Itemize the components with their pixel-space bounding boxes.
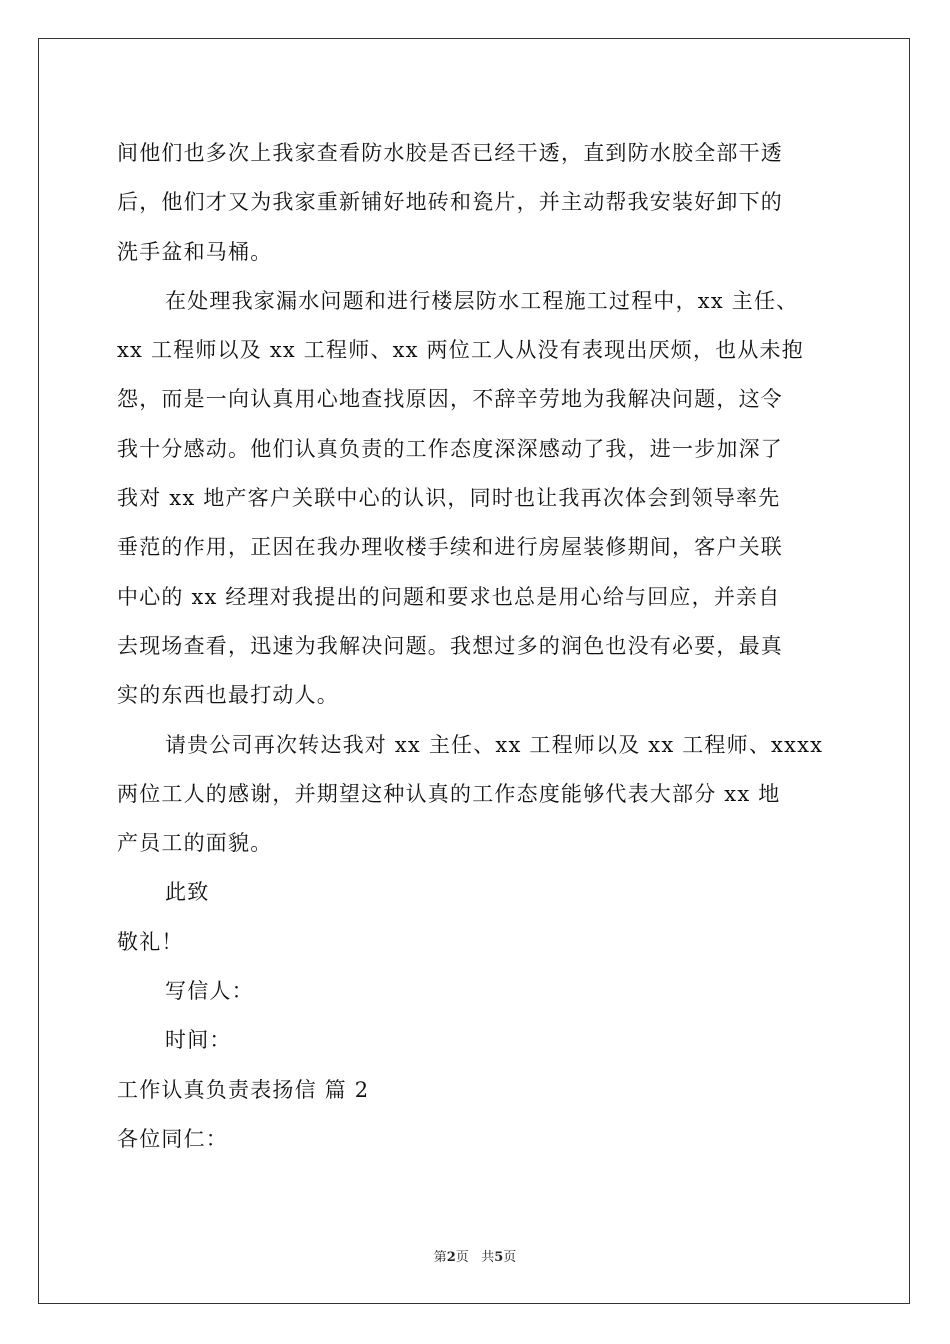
section-heading: 工作认真负责表扬信 篇 2 [117, 1077, 370, 1102]
text-line: xx 工程师以及 xx 工程师、xx 两位工人从没有表现出厌烦，也从未抱 [117, 338, 804, 363]
page-label-suffix: 页 [455, 1250, 469, 1265]
total-label-suffix: 页 [503, 1250, 517, 1265]
text-line: 垂范的作用，正因在我办理收楼手续和进行房屋装修期间，客户关联 [117, 535, 783, 560]
closing-regards: 敬礼！ [117, 929, 184, 954]
signature-date: 时间： [165, 1028, 232, 1053]
closing-salutation: 此致 [165, 880, 210, 905]
paragraph-start: 请贵公司再次转达我对 xx 主任、xx 工程师以及 xx 工程师、xxxx [165, 732, 824, 757]
text-line: 我十分感动。他们认真负责的工作态度深深感动了我，进一步加深了 [117, 436, 783, 461]
text-line: 洗手盆和马桶。 [117, 239, 273, 264]
text-line: 去现场查看，迅速为我解决问题。我想过多的润色也没有必要，最真 [117, 633, 783, 658]
signature-writer: 写信人： [165, 979, 254, 1004]
text-line: 产员工的面貌。 [117, 831, 273, 856]
text-line: 怨，而是一向认真用心地查找原因，不辞辛劳地为我解决问题，这令 [117, 387, 783, 412]
text-line: 我对 xx 地产客户关联中心的认识，同时也让我再次体会到领导率先 [117, 486, 781, 511]
page-label-prefix: 第 [433, 1250, 447, 1265]
text-line: 中心的 xx 经理对我提出的问题和要求也总是用心给与回应，并亲自 [117, 584, 781, 609]
paragraph-start: 在处理我家漏水问题和进行楼层防水工程施工过程中，xx 主任、 [165, 288, 799, 313]
greeting-line: 各位同仁： [117, 1126, 228, 1151]
text-line: 后，他们才又为我家重新铺好地砖和瓷片，并主动帮我安装好卸下的 [117, 190, 783, 215]
letter-body [117, 129, 837, 1164]
page-number: 2 [446, 1250, 456, 1265]
text-line: 间他们也多次上我家查看防水胶是否已经干透，直到防水胶全部干透 [117, 141, 783, 165]
text-line: 两位工人的感谢，并期望这种认真的工作态度能够代表大部分 xx 地 [117, 781, 781, 806]
text-line: 实的东西也最打动人。 [117, 683, 339, 708]
total-pages: 5 [494, 1250, 504, 1265]
page-footer [0, 1246, 950, 1265]
total-label-prefix: 共 [481, 1250, 495, 1265]
